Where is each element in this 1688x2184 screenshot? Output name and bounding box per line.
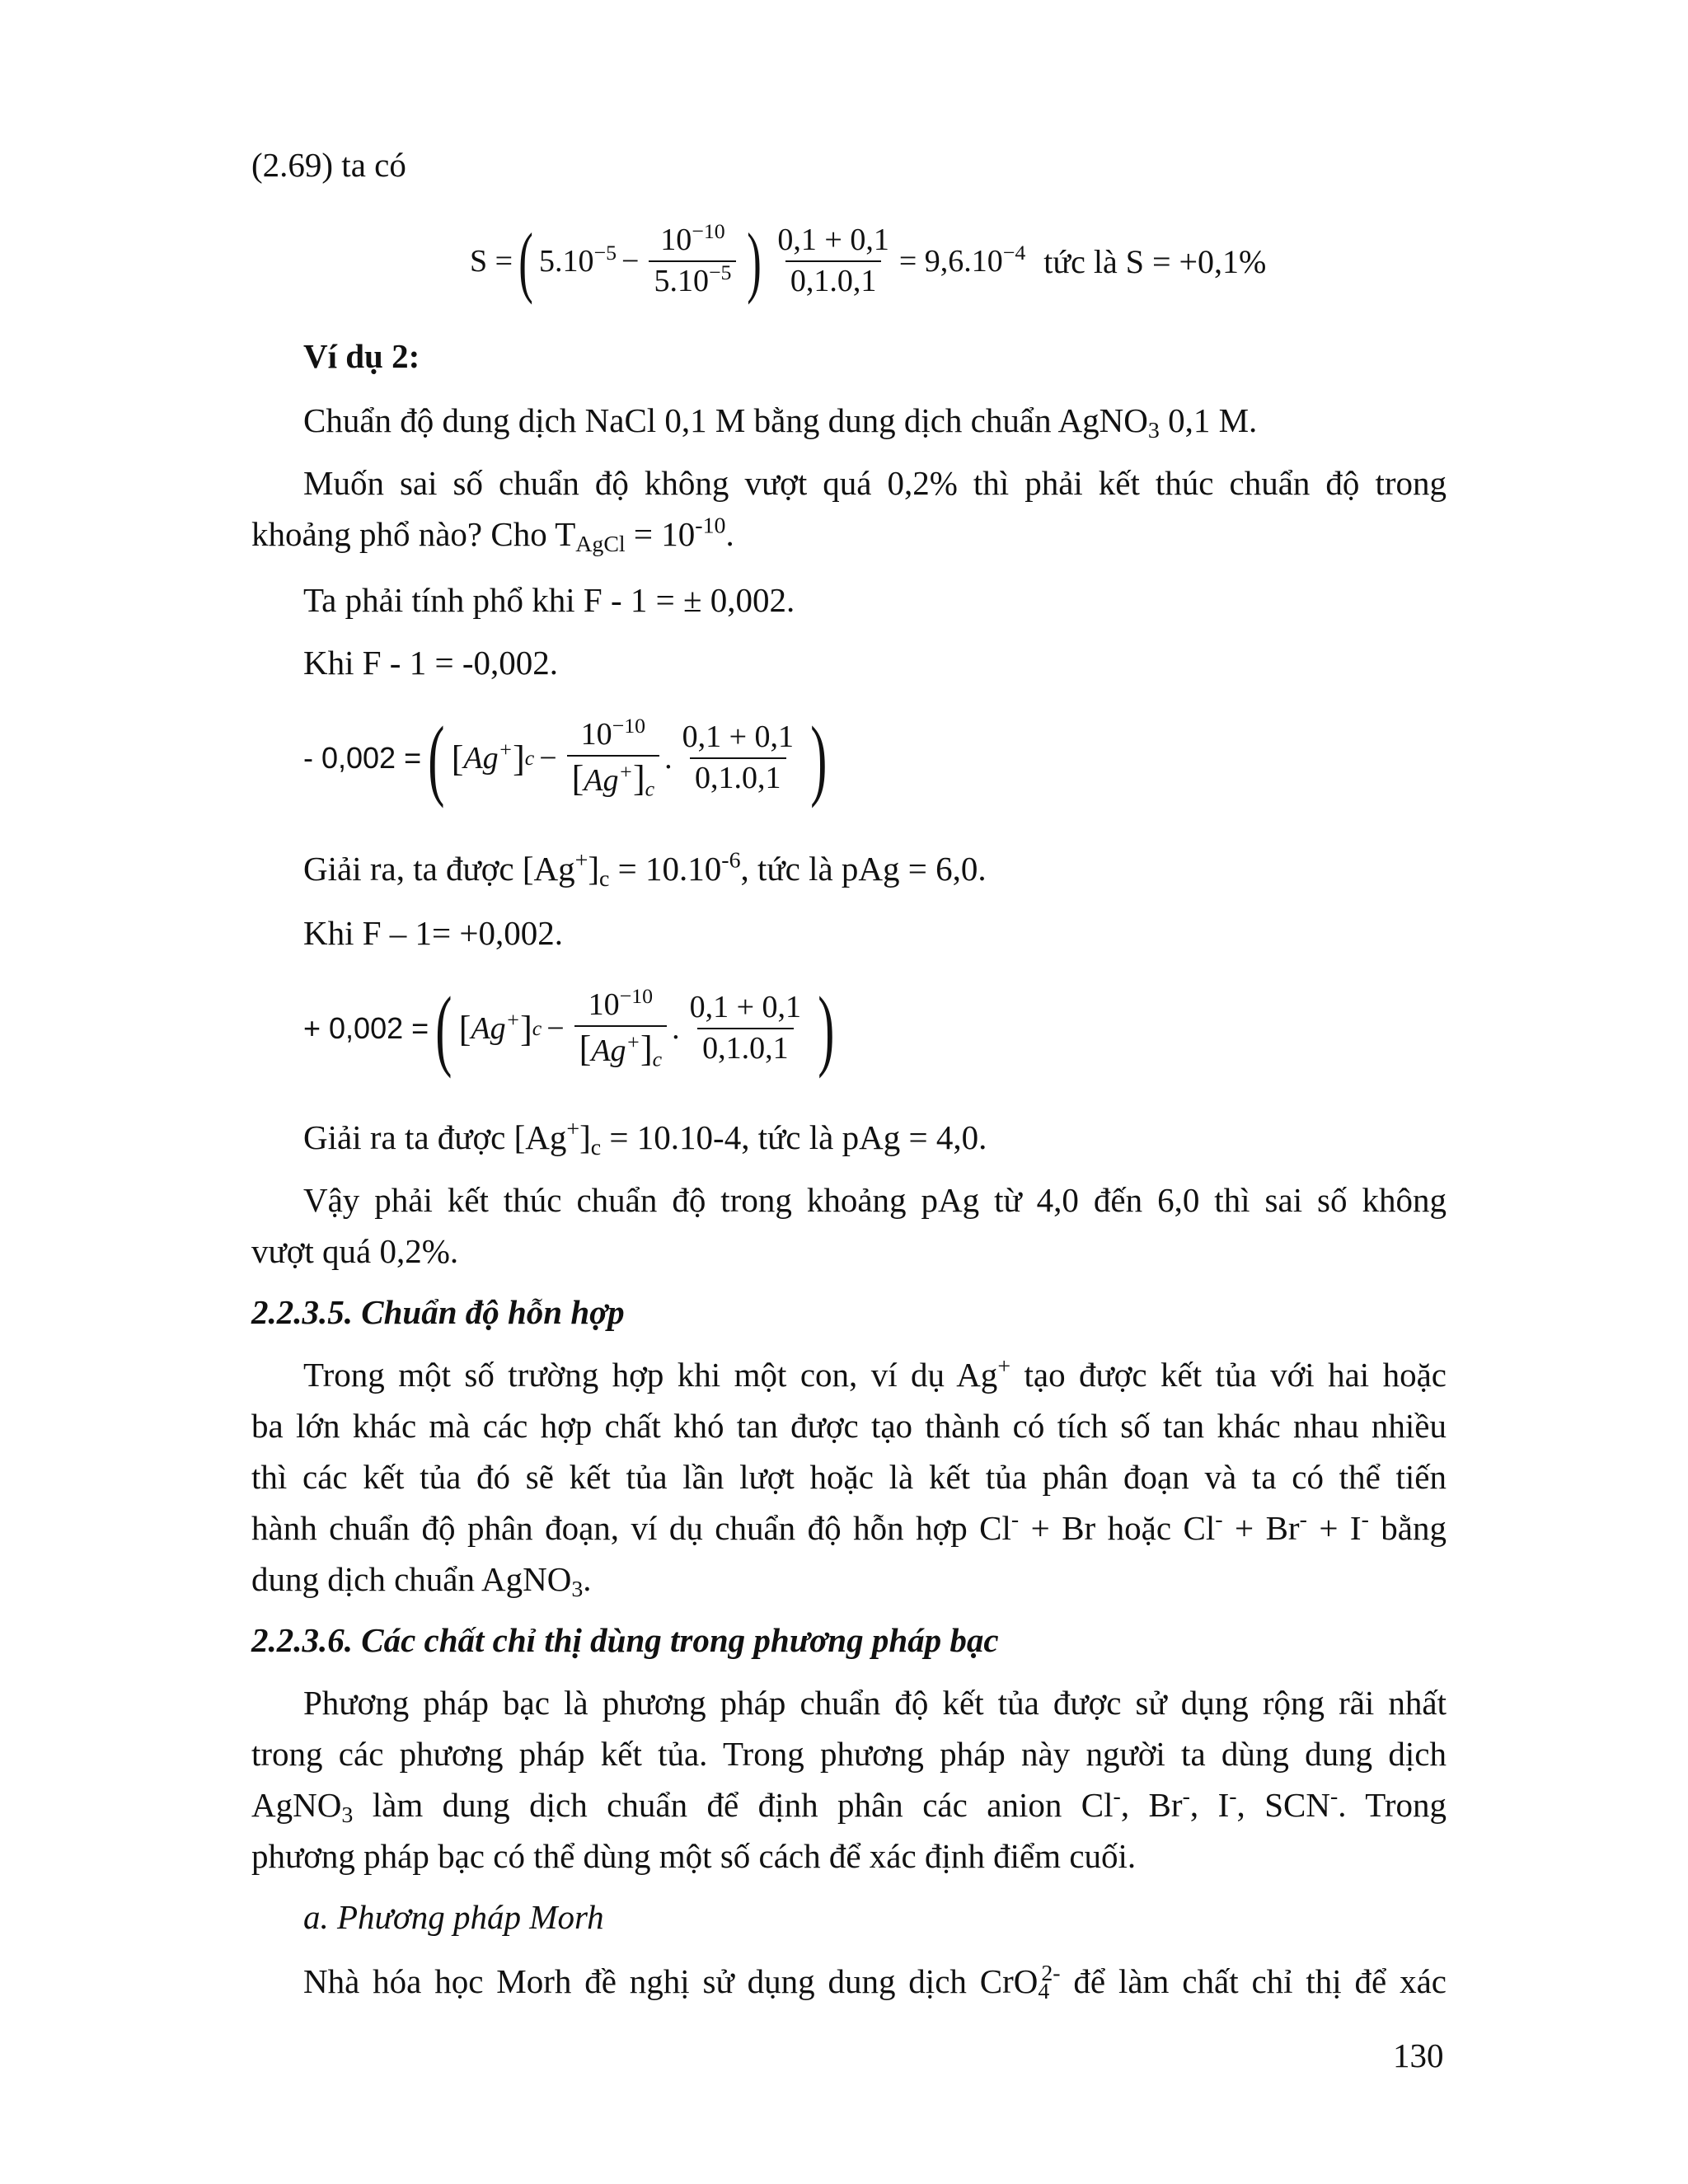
- eq1-lhs: S =: [470, 244, 513, 279]
- eq1-minus: −: [621, 244, 640, 279]
- mix-line-2: ba lớn khác mà các hợp chất khó tan được tạo thành có tích số tan khác nhau nhiều: [251, 1407, 1447, 1445]
- paragraph-3: Ta phải tính phổ khi F - 1 = ± 0,002.: [303, 581, 795, 619]
- equation-3: + 0,002 = ( [ Ag+ ] c − $\frac{10^{-10}}{[Ag^+]_c}$ . $\frac{0,1 + 0,1}{0,1.0,1}$ ): [303, 978, 835, 1079]
- left-paren-icon: (: [428, 708, 445, 808]
- intro-line: [251, 148, 406, 182]
- section-heading-2-2-3-5: 2.2.3.5. Chuẩn độ hỗn hợp: [251, 1293, 625, 1331]
- example-heading: Ví dụ 2:: [303, 337, 420, 375]
- mix-line-1: Trong một số trường hợp khi một con, ví dụ Ag+ tạo được kết tủa với hai hoặc: [303, 1353, 1447, 1394]
- eq3-lhs: + 0,002 =: [303, 1011, 429, 1045]
- eq2-fraction-1: $\frac{10^{-10}}{[Ag^+]_c}$: [567, 719, 659, 798]
- eq3-fraction-2: $\frac{0,1 + 0,1}{0,1.0,1}$: [689, 990, 802, 1066]
- mix-line-3: thì các kết tủa đó sẽ kết tủa lần lượt hoặc là kết tủa phân đoạn và ta có thể tiến: [251, 1458, 1447, 1496]
- paragraph-1: Chuẩn độ dung dịch NaCl 0,1 M bằng dung dịch chuẩn AgNO$_3$ 0,1 M.: [303, 401, 1258, 443]
- eq1-result: = $9,6.10^{-4}$: [898, 240, 1026, 279]
- solution-1: Giải ra, ta được $[Ag^+]_c = 10.10^{-6}$, tức là pAg = 6,0.: [303, 847, 987, 892]
- paragraph-2-line-1: Muốn sai số chuẩn độ không vượt quá 0,2% thì phải kết thúc chuẩn độ trong: [303, 464, 1447, 502]
- morh-line-1: Nhà hóa học Morh đề nghị sử dụng dung dịch CrO$_4^{2-}$ để làm chất chỉ thị để xác: [303, 1960, 1447, 2004]
- left-paren-icon: (: [518, 217, 533, 305]
- equation-2: - 0,002 = ( [ Ag+ ] c − $\frac{10^{-10}}{[Ag^+]_c}$ . $\frac{0,1 + 0,1}{0,1.0,1}$ ): [303, 708, 828, 808]
- right-paren-icon: ): [818, 978, 835, 1079]
- case-1: Khi F - 1 = -0,002.: [303, 644, 558, 682]
- case-2: Khi F – 1= +0,002.: [303, 914, 564, 952]
- eq1-fraction-1: $\frac{10^{-10}}{5.10^{-5}}$: [649, 224, 736, 298]
- equation-1: [470, 216, 1266, 307]
- mix-line-5: dung dịch chuẩn AgNO$_3$.: [251, 1560, 592, 1602]
- right-paren-icon: ): [810, 708, 828, 808]
- silver-line-2: trong các phương pháp kết tủa. Trong phương pháp này người ta dùng dung dịch: [251, 1735, 1447, 1773]
- left-paren-icon: (: [435, 978, 452, 1079]
- right-paren-icon: ): [747, 217, 762, 305]
- solution-2: Giải ra ta được $[Ag^+]_c = 10.10-4$, tức là pAg = 4,0.: [303, 1116, 987, 1160]
- silver-line-4: phương pháp bạc có thể dùng một số cách để xác định điểm cuối.: [251, 1837, 1137, 1875]
- eq2-lhs: - 0,002 =: [303, 741, 422, 775]
- section-heading-2-2-3-6: 2.2.3.6. Các chất chỉ thị dùng trong phương pháp bạc: [251, 1621, 999, 1659]
- mix-line-4: hành chuẩn độ phân đoạn, ví dụ chuẩn độ hỗn hợp Cl- + Br hoặc Cl- + Br- + I- bằng: [251, 1507, 1447, 1547]
- conclusion-line-1: Vậy phải kết thúc chuẩn độ trong khoảng pAg từ 4,0 đến 6,0 thì sai số không: [303, 1181, 1447, 1219]
- silver-line-1: Phương pháp bạc là phương pháp chuẩn độ kết tủa được sử dụng rộng rãi nhất: [303, 1684, 1447, 1722]
- eq1-fraction-2: $\frac{0,1 + 0,1}{0,1.0,1}$: [777, 223, 889, 298]
- conclusion-line-2: vượt quá 0,2%.: [251, 1232, 459, 1270]
- page-number: 130: [1393, 2036, 1444, 2074]
- eq1-tail: tức là S = +0,1%: [1043, 242, 1267, 280]
- eq3-fraction-1: $\frac{10^{-10}}{[Ag^+]_c}$: [574, 989, 667, 1068]
- silver-line-3: AgNO$_3$ làm dung dịch chuẩn để định phân các anion Cl-, Br-, I-, SCN-. Trong: [251, 1783, 1447, 1828]
- paragraph-2-line-2: khoảng phổ nào? Cho $T_{AgCl} = 10^{-10}$.: [251, 513, 734, 557]
- subheading-a: a. Phương pháp Morh: [303, 1898, 604, 1936]
- eq2-fraction-2: $\frac{0,1 + 0,1}{0,1.0,1}$: [682, 719, 794, 795]
- eq1-term1: $5.10^{-5}$: [539, 240, 617, 279]
- intro-text: (2.69) ta có: [251, 146, 406, 184]
